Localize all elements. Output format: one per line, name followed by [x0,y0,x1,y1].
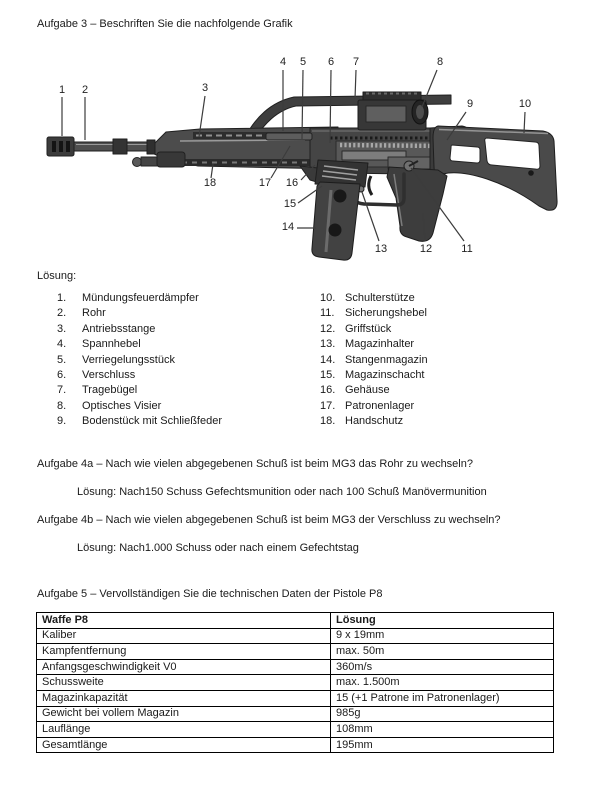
task5-heading: Aufgabe 5 – Vervollständigen Sie die technischen Daten der Pistole P8 [37,588,383,600]
diagram-label-11: 11 [461,243,473,255]
list-item: 11. Sicherungshebel [320,307,427,320]
task4b-question: Aufgabe 4b – Nach wie vielen abgegebenen Schuß ist beim MG3 der Verschluss zu wechseln? [37,514,501,526]
task4a-question: Aufgabe 4a – Nach wie vielen abgegebenen Schuß ist beim MG3 das Rohr zu wechseln? [37,458,473,470]
table-header-row [37,613,554,629]
list-item: 13. Magazinhalter [320,338,415,351]
diagram-label-5: 5 [299,56,307,68]
table-header-cell: Waffe P8 [37,613,331,629]
diagram-label-17: 17 [258,177,272,189]
diagram-label-1: 1 [58,84,66,96]
table-row: Lauflänge 108mm [37,722,554,738]
list-item: 16. Gehäuse [320,384,390,397]
rifle-diagram [0,0,604,280]
diagram-label-2: 2 [81,84,89,96]
list-item: 3. Antriebsstange [57,322,156,335]
table-row: Kampfentfernung max. 50m [37,644,554,660]
solution-heading: Lösung: [37,270,77,282]
list-item: 10. Schulterstütze [320,292,415,304]
solution-list-right [320,291,428,430]
list-item: 4. Spannhebel [57,338,141,351]
diagram-label-16: 16 [285,177,299,189]
diagram-label-10: 10 [518,98,532,110]
list-item: 9. Bodenstück mit Schließfeder [57,415,223,428]
list-item: 17. Patronenlager [320,399,415,412]
list-item: 1. Mündungsfeuerdämpfer [57,292,199,304]
task4b-answer: Lösung: Nach1.000 Schuss oder nach einem Gefechtstag [77,542,359,554]
list-item: 7. Tragebügel [57,384,138,397]
list-item: 5. Verriegelungsstück [57,353,175,366]
diagram-label-15: 15 [283,198,297,210]
diagram-label-8: 8 [436,56,444,68]
list-item: 18. Handschutz [320,415,404,428]
table-header-cell: Lösung [331,613,554,629]
table-row: Gewicht bei vollem Magazin 985g [37,706,554,722]
list-item: 14. Stangenmagazin [320,353,428,366]
table-row: Gesamtlänge 195mm [37,737,554,753]
list-item: 6. Verschluss [57,368,136,381]
task4a-answer: Lösung: Nach150 Schuss Gefechtsmunition oder nach 100 Schuß Manövermunition [77,486,487,498]
diagram-label-12: 12 [419,243,433,255]
diagram-label-18: 18 [203,177,217,189]
diagram-label-13: 13 [374,243,388,255]
diagram-label-14: 14 [281,221,295,233]
list-item: 2. Rohr [57,307,106,320]
solution-list-left [57,291,222,430]
diagram-label-7: 7 [352,56,360,68]
list-item: 15. Magazinschacht [320,368,425,381]
table-row: Kaliber 9 x 19mm [37,628,554,644]
diagram-label-9: 9 [466,98,474,110]
diagram-label-4: 4 [279,56,287,68]
list-item: 12. Griffstück [320,322,392,335]
diagram-label-3: 3 [201,82,209,94]
diagram-label-6: 6 [327,56,335,68]
task3-heading: Aufgabe 3 – Beschriften Sie die nachfolgende Grafik [37,18,293,30]
table-row: Anfangsgeschwindigkeit V0 360m/s [37,659,554,675]
table-row: Schussweite max. 1.500m [37,675,554,691]
table-row: Magazinkapazität 15 (+1 Patrone im Patronenlager) [37,690,554,706]
list-item: 8. Optisches Visier [57,399,162,412]
p8-data-table [36,612,554,753]
